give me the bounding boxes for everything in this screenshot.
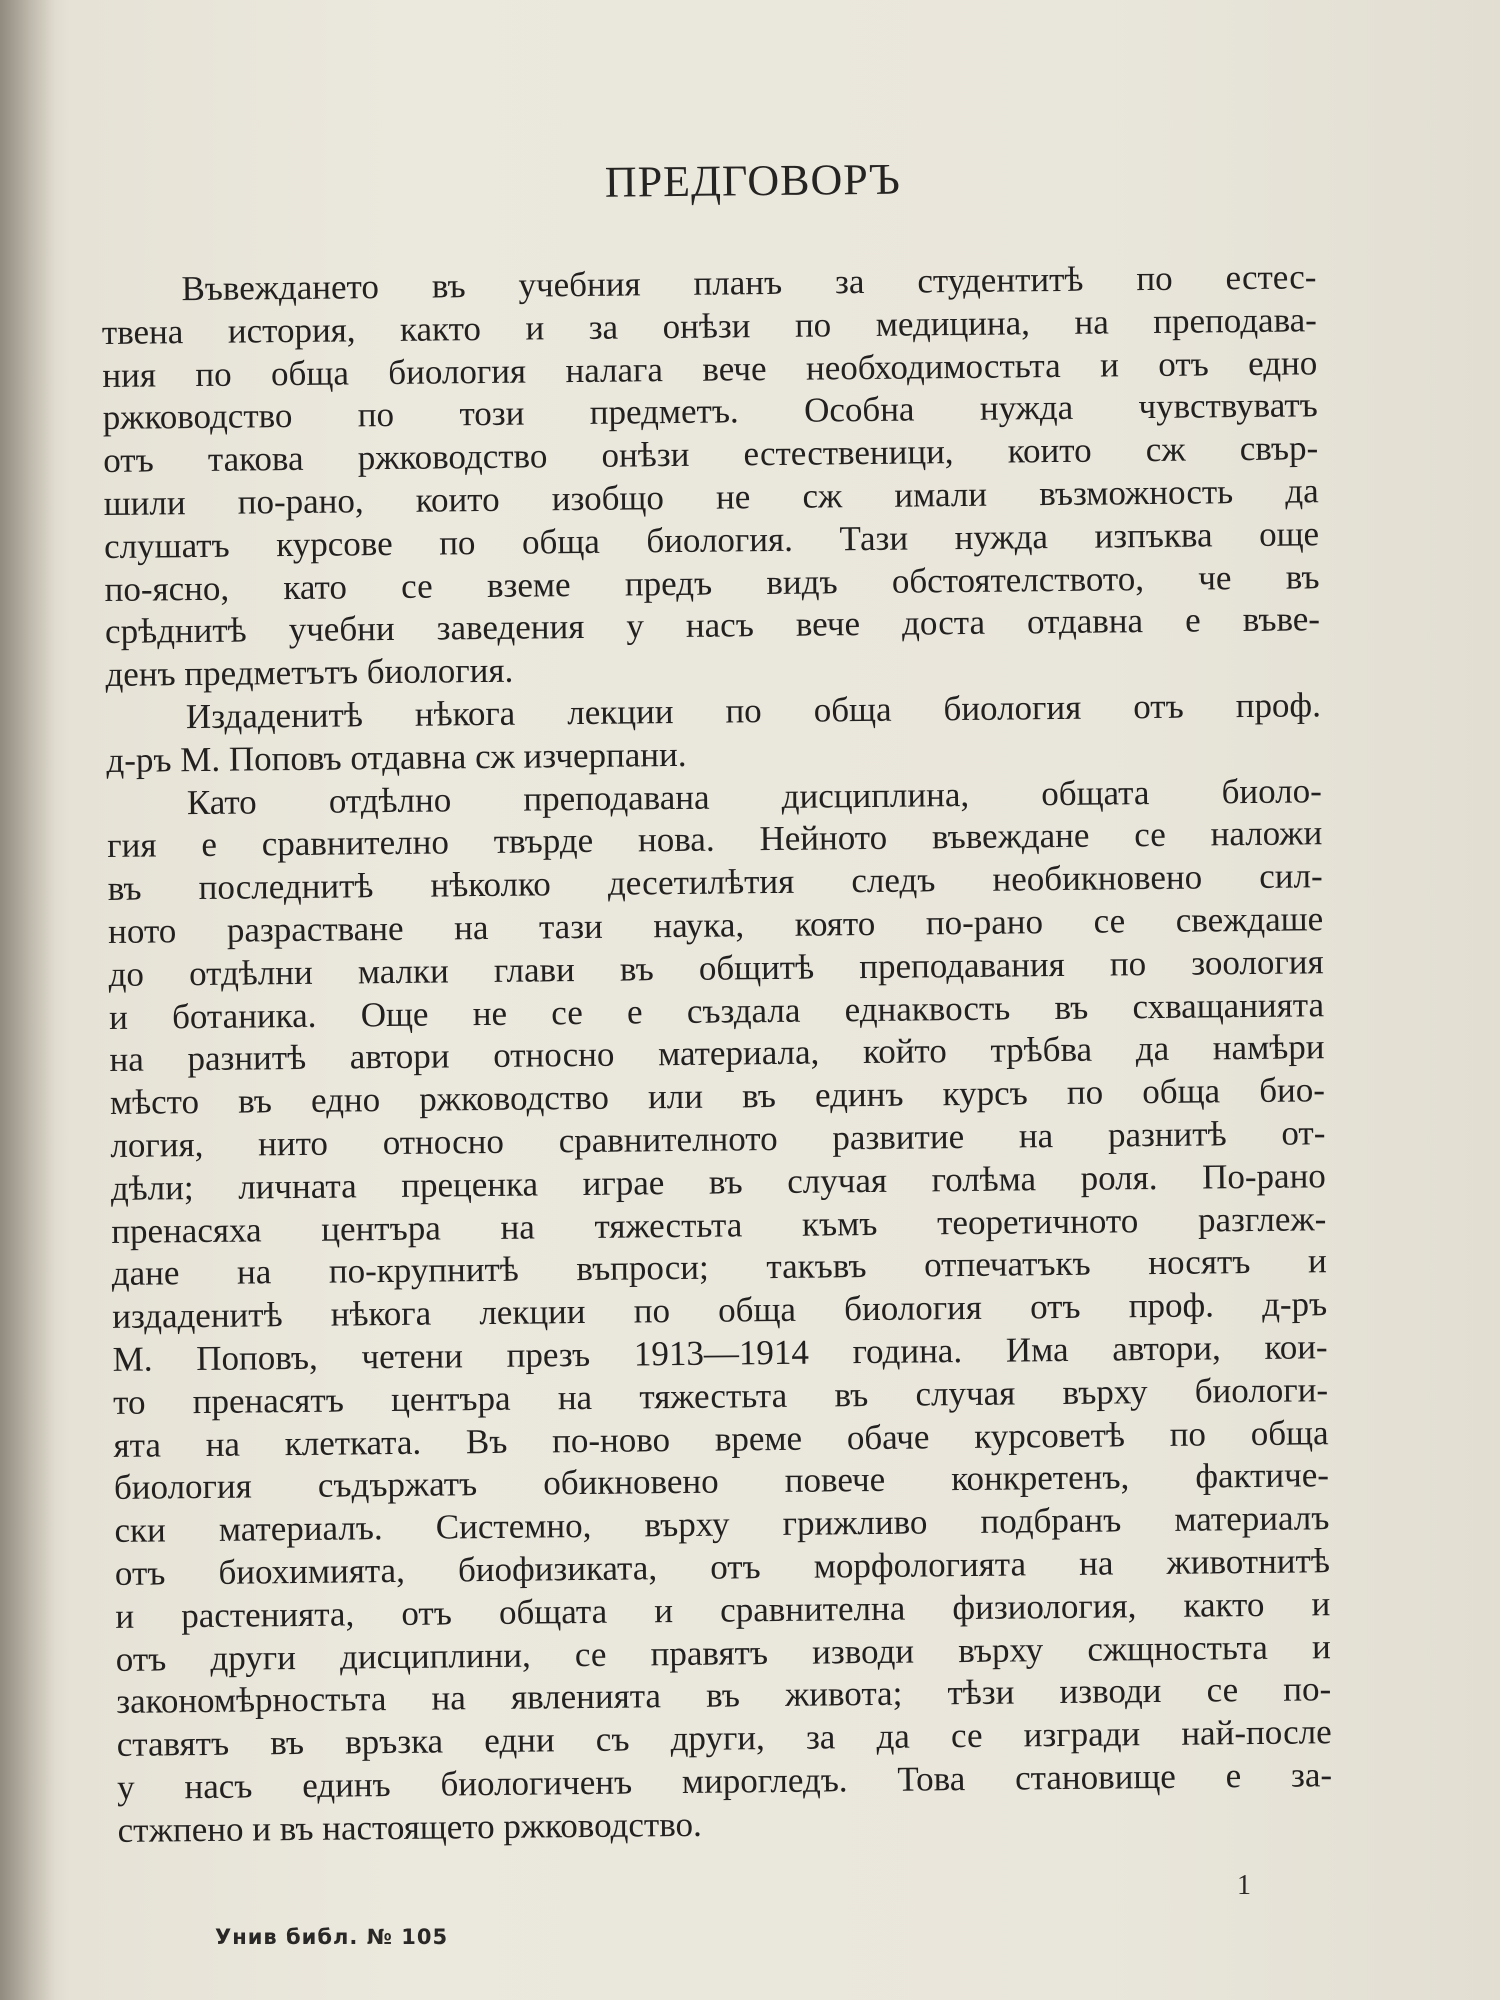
text-line: ски материалъ. Системно, върху грижливо подбранъ материалъ: [114, 1498, 1330, 1551]
printer-signature: Унив библ. № 105: [215, 1925, 449, 1949]
text-line: биология съдържатъ обикновено повече конкретенъ, фактиче-: [113, 1455, 1330, 1508]
text-line: до отдѣлни малки глави въ общитѣ преподавания по зоология: [108, 941, 1324, 994]
text-line: твена история, както и за онѣзи по медицина, на преподава-: [101, 300, 1318, 352]
text-line: и растенията, отъ общата и сравнителна физиология, както и: [115, 1583, 1331, 1636]
text-line: денъ предметътъ биология.: [105, 650, 514, 695]
text-line: отъ биохимията, биофизиката, отъ морфологията на животнитѣ: [114, 1541, 1331, 1593]
text-line: въ последнитѣ нѣколко десетилѣтия следъ необикновено сил-: [107, 856, 1323, 909]
text-line: ята на клетката. Въ по-ново време обаче курсоветѣ по обща: [113, 1412, 1329, 1465]
text-line: Въвеждането въ учебния планъ за студентитѣ по естес-: [181, 257, 1317, 309]
text-line: ния по обща биология налага вече необходимостьта и отъ едно: [102, 342, 1318, 395]
text-line: дане на по-крупнитѣ въпроси; такъвъ отпечатъкъ носятъ и: [111, 1241, 1327, 1294]
text-line: Издаденитѣ нѣкога лекции по обща биология отъ проф.: [185, 685, 1322, 737]
text-line: гия е сравнително твърде нова. Нейното въвеждане се наложи: [107, 813, 1323, 866]
text-line: пренасяха центъра на тяжестьта къмъ теоретичното разглеж-: [111, 1198, 1327, 1251]
text-line: логия, нито относно сравнителното развитие на разнитѣ от-: [110, 1113, 1326, 1165]
text-block: [100, 137, 1333, 1852]
text-line: ното разрастване на тази наука, която по-рано се свеждаше: [107, 899, 1324, 951]
text-line: по-ясно, като се вземе предъ видъ обстоятелството, че въ: [104, 556, 1320, 609]
text-line: у насъ единъ биологиченъ мирогледъ. Това становище е за-: [116, 1755, 1333, 1807]
text-line: закономѣрностьта на явленията въ живота; тѣзи изводи се по-: [116, 1669, 1332, 1722]
text-line: отъ други дисциплини, се правятъ изводи върху сжщностьта и: [115, 1626, 1331, 1679]
text-line: ставятъ въ връзка едни съ други, за да се изгради най-после: [116, 1712, 1332, 1765]
text-line: Като отдѣлно преподавана дисциплина, общата биоло-: [186, 770, 1322, 822]
page-title: ПРЕДГОВОРЪ: [604, 154, 902, 207]
text-line: шили по-рано, които изобщо не сж имали възможность да: [103, 471, 1319, 523]
text-line: и ботаника. Още не се е създала еднаквость въ схващанията: [108, 984, 1325, 1037]
text-line: М. Поповъ, четени презъ 1913—1914 година. Има автори, кои-: [112, 1327, 1328, 1379]
text-line: стжпено и въ настоящето ржководство.: [117, 1804, 702, 1850]
text-line: издаденитѣ нѣкога лекции по обща биология отъ проф. д-ръ: [112, 1284, 1328, 1337]
text-line: на разнитѣ автори относно материала, който трѣбва да намѣри: [109, 1027, 1325, 1080]
text-line: дѣли; личната преценка играе въ случая голѣма роля. По-рано: [110, 1155, 1327, 1208]
text-line: д-ръ М. Поповъ отдавна сж изчерпани.: [106, 734, 687, 780]
text-line: слушатъ курсове по обща биология. Тази нужда изпъква още: [103, 514, 1320, 566]
page-number: 1: [1237, 1870, 1251, 1901]
text-line: мѣсто въ едно ржководство или въ единъ курсъ по обща био-: [109, 1070, 1326, 1123]
text-line: то пренасятъ центъра на тяжестьта въ случая върху биологи-: [112, 1369, 1329, 1422]
binding-shadow: [0, 0, 55, 2000]
preface-body: [101, 256, 1333, 1852]
text-line: срѣднитѣ учебни заведения у насъ вече доста отдавна е въве-: [104, 599, 1321, 652]
text-line: отъ такова ржководство онѣзи естественици, които сж свър-: [103, 428, 1319, 481]
text-line: ржководство по този предметъ. Особна нужда чувствуватъ: [102, 385, 1318, 438]
